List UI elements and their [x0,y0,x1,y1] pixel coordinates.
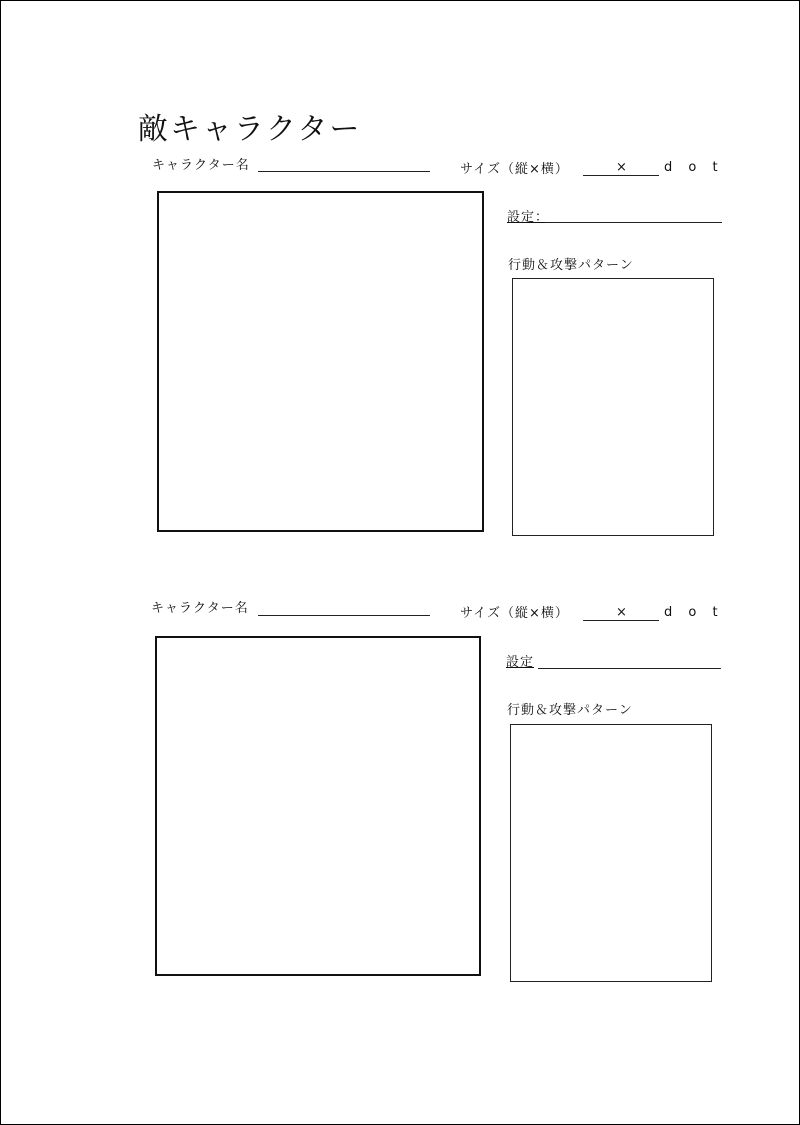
character-name-label: キャラクター名 [152,158,250,173]
size-separator: × [616,605,628,620]
size-unit: d o t [664,160,724,175]
size-field[interactable] [583,620,659,621]
pattern-drawing-box[interactable] [512,278,714,536]
character-name-field[interactable] [258,171,430,172]
character-name-label: キャラクター名 [151,601,249,616]
character-drawing-box[interactable] [155,636,481,976]
size-field[interactable] [583,175,659,176]
size-label: サイズ（縦×横） [460,606,569,621]
pattern-label: 行動＆攻撃パターン [508,258,634,273]
setting-field[interactable] [538,668,721,669]
setting-label: 設定： [507,210,550,225]
character-drawing-box[interactable] [157,191,484,532]
size-separator: × [616,160,628,175]
character-name-field[interactable] [258,615,430,616]
pattern-label: 行動＆攻撃パターン [507,703,633,718]
size-label: サイズ（縦×横） [460,162,569,177]
setting-field[interactable] [545,222,722,223]
pattern-drawing-box[interactable] [510,724,712,982]
setting-label: 設定 [506,655,535,670]
page-title: 敵キャラクター [138,112,362,147]
size-unit: d o t [664,605,724,620]
